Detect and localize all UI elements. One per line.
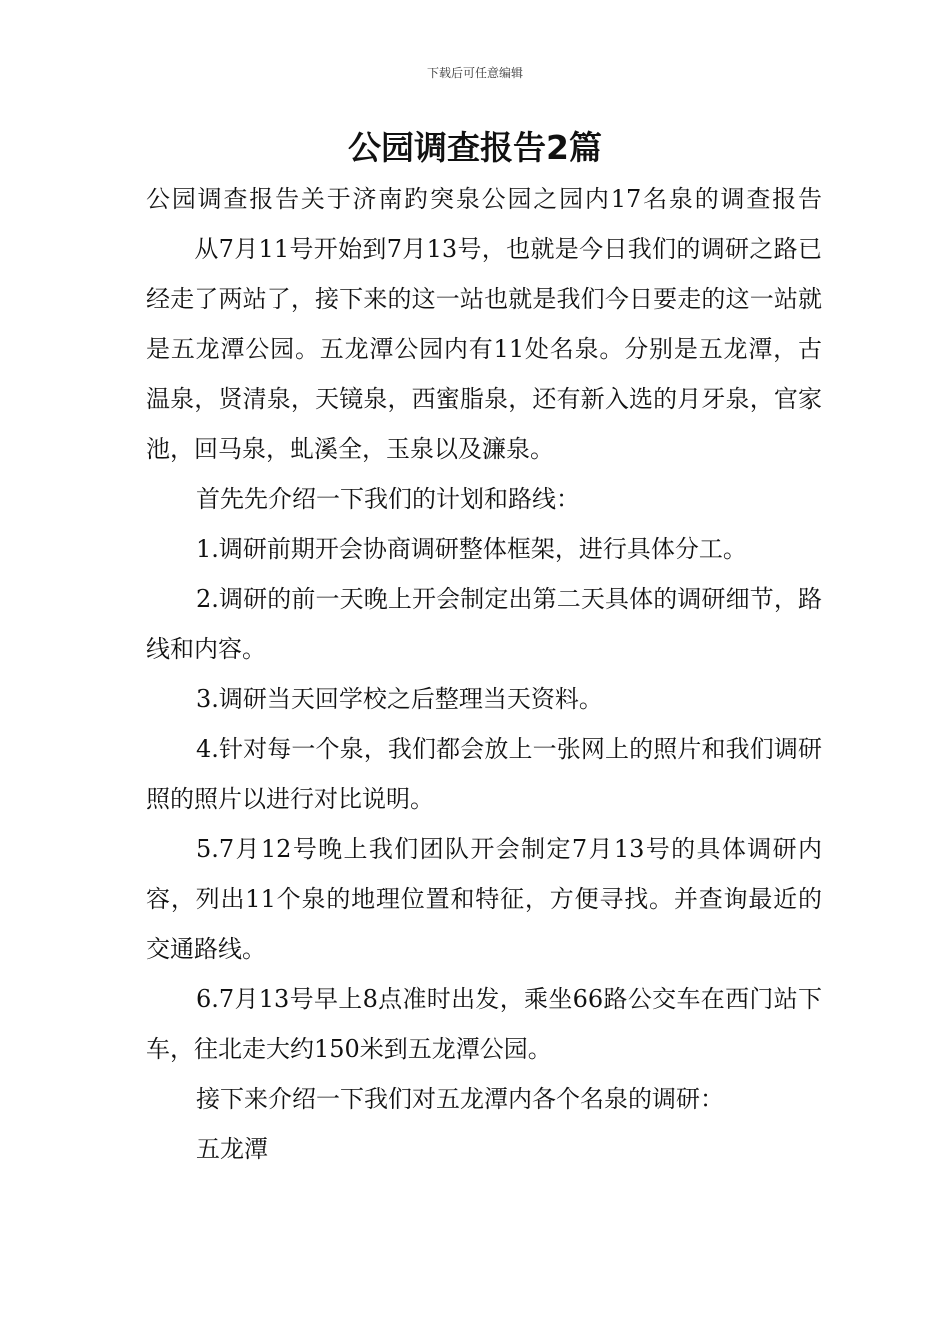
document-body (146, 174, 822, 1174)
intro-body: 从7月11号开始到7月13号，也就是今日我们的调研之路已经走了两站了，接下来的这一站也就是我们今日要走的这一站就是五龙潭公园。五龙潭公园内有11处名泉。分别是五龙潭，古温泉，贤清泉，天镜泉，西蜜脂泉，还有新入选的月牙泉，官家池，回马泉，虬溪全，玉泉以及濂泉。 (146, 235, 822, 463)
page-header-note: 下载后可任意编辑 (426, 66, 523, 80)
list-item-1: 1.调研前期开会协商调研整体框架，进行具体分工。 (196, 535, 747, 563)
paragraph: 接下来介绍一下我们对五龙潭内各个名泉的调研： (196, 1085, 724, 1113)
paragraph: 首先先介绍一下我们的计划和路线： (196, 485, 580, 513)
document-title: 公园调查报告2篇 (348, 128, 602, 167)
list-item-5: 5.7月12号晚上我们团队开会制定7月13号的具体调研内容，列出11个泉的地理位置和特征，方便寻找。并查询最近的交通路线。 (146, 835, 822, 963)
intro-paragraph (146, 174, 822, 474)
list-item-6: 6.7月13号早上8点准时出发，乘坐66路公交车在西门站下车，往北走大约150米到五龙潭公园。 (146, 985, 822, 1063)
list-item-4: 4.针对每一个泉，我们都会放上一张网上的照片和我们调研照的照片以进行对比说明。 (146, 735, 822, 813)
list-item-2: 2.调研的前一天晚上开会制定出第二天具体的调研细节，路线和内容。 (146, 585, 822, 663)
section-heading: 五龙潭 (196, 1135, 268, 1163)
intro-heading: 公园调查报告关于济南趵突泉公园之园内17名泉的调查报告 (146, 185, 822, 213)
list-item-3: 3.调研当天回学校之后整理当天资料。 (196, 685, 603, 713)
